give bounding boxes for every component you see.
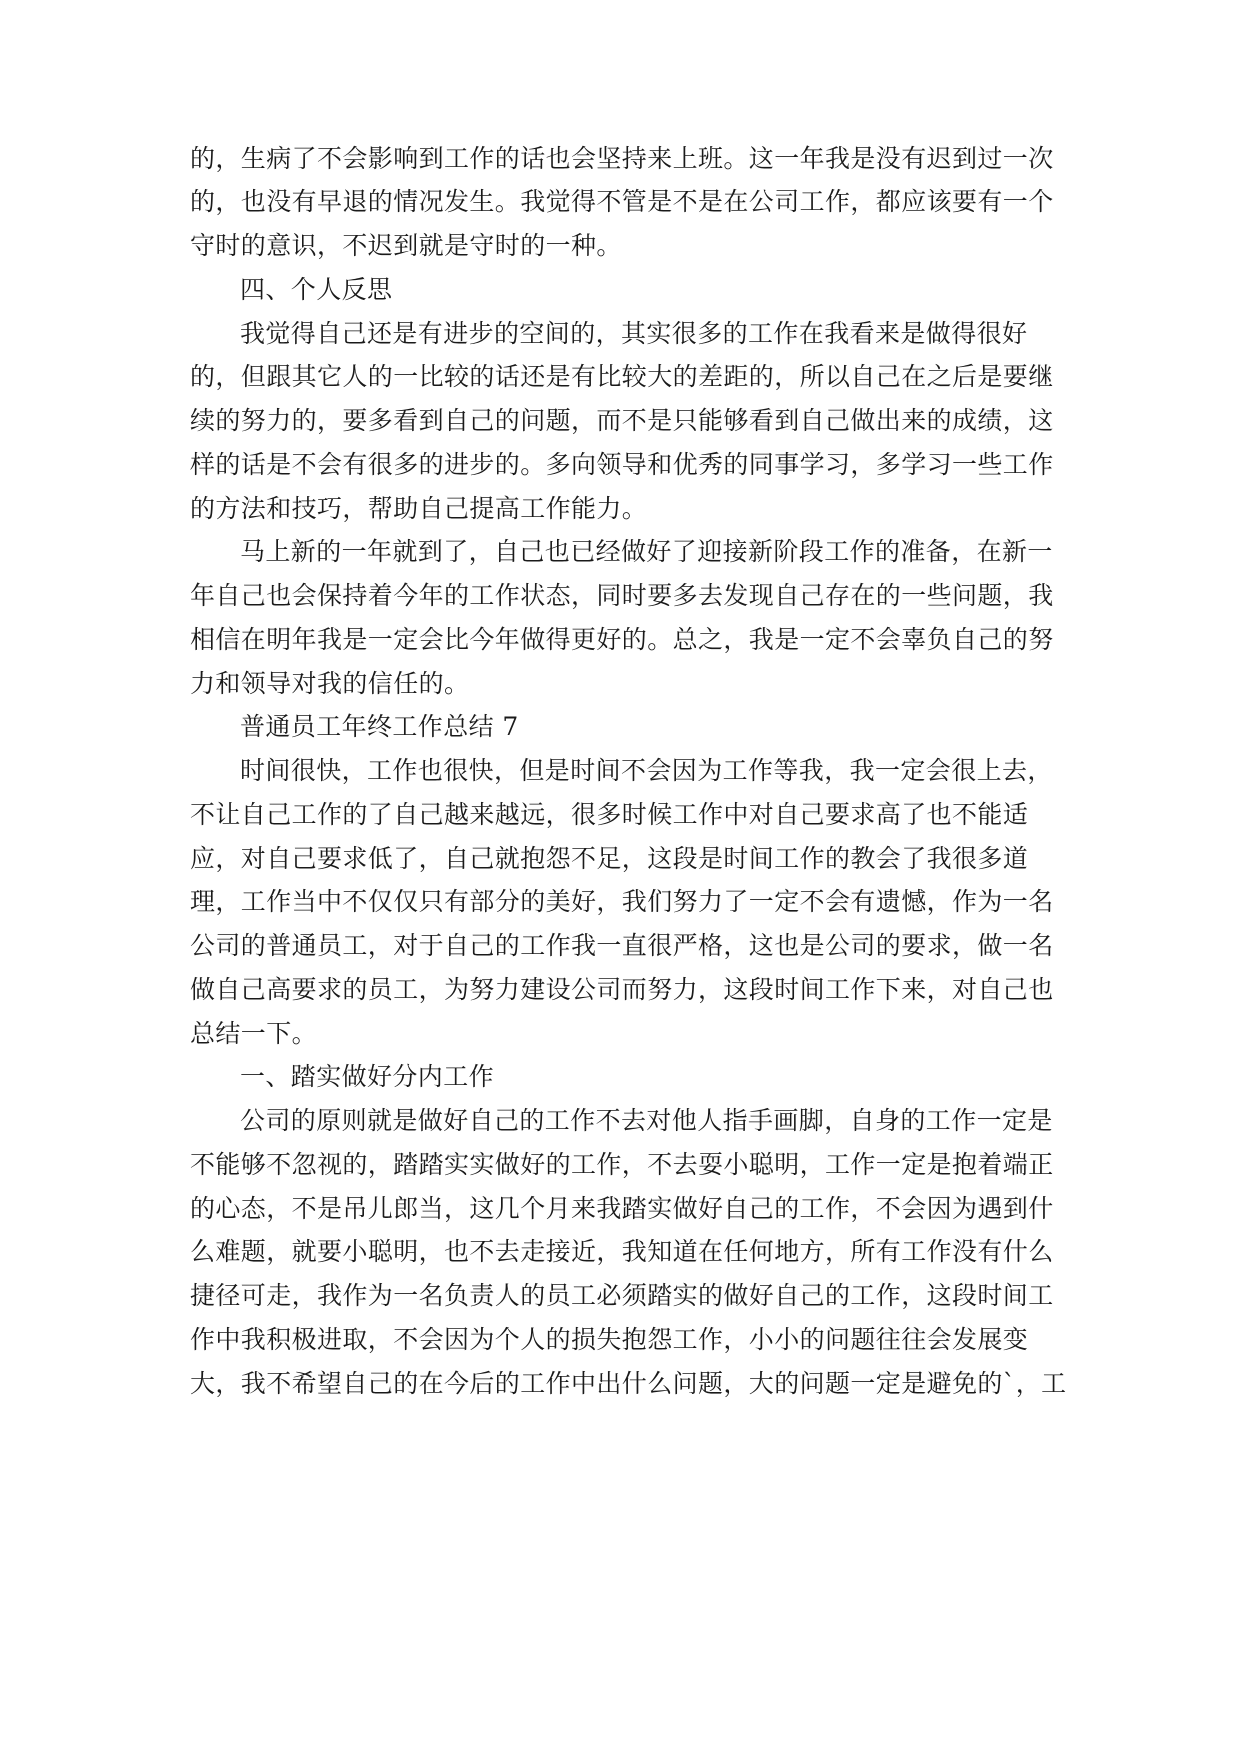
text-line: 不能够不忽视的，踏踏实实做好的工作，不去耍小聪明，工作一定是抱着端正 bbox=[190, 1150, 1054, 1179]
text-line: 续的努力的，要多看到自己的问题，而不是只能够看到自己做出来的成绩，这 bbox=[190, 406, 1054, 435]
text-line: 年自己也会保持着今年的工作状态，同时要多去发现自己存在的一些问题，我 bbox=[190, 581, 1054, 610]
text-line: 不让自己工作的了自己越来越远，很多时候工作中对自己要求高了也不能适 bbox=[190, 800, 1029, 829]
text-line: 时间很快，工作也很快，但是时间不会因为工作等我，我一定会很上去， bbox=[240, 756, 1053, 785]
section-heading: 一、踏实做好分内工作 bbox=[240, 1062, 495, 1091]
text-line: 理，工作当中不仅仅只有部分的美好，我们努力了一定不会有遗憾，作为一名 bbox=[190, 887, 1054, 916]
section-title: 普通员工年终工作总结 7 bbox=[240, 712, 519, 741]
section-heading: 四、个人反思 bbox=[240, 275, 393, 304]
text-line: 的，也没有早退的情况发生。我觉得不管是不是在公司工作，都应该要有一个 bbox=[190, 187, 1054, 216]
text-line: 我觉得自己还是有进步的空间的，其实很多的工作在我看来是做得很好 bbox=[240, 319, 1028, 348]
text-line: 作中我积极进取，不会因为个人的损失抱怨工作，小小的问题往往会发展变 bbox=[190, 1325, 1029, 1354]
text-line: 捷径可走，我作为一名负责人的员工必须踏实的做好自己的工作，这段时间工 bbox=[190, 1281, 1054, 1310]
text-line: 守时的意识，不迟到就是守时的一种。 bbox=[190, 231, 622, 260]
text-line: 应，对自己要求低了，自己就抱怨不足，这段是时间工作的教会了我很多道 bbox=[190, 844, 1029, 873]
text-line: 大，我不希望自己的在今后的工作中出什么问题，大的问题一定是避免的`，工 bbox=[190, 1369, 1067, 1398]
text-line: 力和领导对我的信任的。 bbox=[190, 669, 470, 698]
text-line: 公司的普通员工，对于自己的工作我一直很严格，这也是公司的要求，做一名 bbox=[190, 931, 1054, 960]
text-line: 么难题，就要小聪明，也不去走接近，我知道在任何地方，所有工作没有什么 bbox=[190, 1237, 1054, 1266]
text-line: 相信在明年我是一定会比今年做得更好的。总之，我是一定不会辜负自己的努 bbox=[190, 625, 1054, 654]
text-line: 样的话是不会有很多的进步的。多向领导和优秀的同事学习，多学习一些工作 bbox=[190, 450, 1054, 479]
text-line: 的，生病了不会影响到工作的话也会坚持来上班。这一年我是没有迟到过一次 bbox=[190, 144, 1054, 173]
text-line: 的，但跟其它人的一比较的话还是有比较大的差距的，所以自己在之后是要继 bbox=[190, 362, 1054, 391]
text-line: 的方法和技巧，帮助自己提高工作能力。 bbox=[190, 494, 648, 523]
text-line: 马上新的一年就到了，自己也已经做好了迎接新阶段工作的准备，在新一 bbox=[240, 537, 1053, 566]
text-line: 公司的原则就是做好自己的工作不去对他人指手画脚，自身的工作一定是 bbox=[240, 1106, 1053, 1135]
text-line: 总结一下。 bbox=[190, 1019, 318, 1048]
text-line: 做自己高要求的员工，为努力建设公司而努力，这段时间工作下来，对自己也 bbox=[190, 975, 1054, 1004]
text-line: 的心态，不是吊儿郎当，这几个月来我踏实做好自己的工作，不会因为遇到什 bbox=[190, 1194, 1054, 1223]
